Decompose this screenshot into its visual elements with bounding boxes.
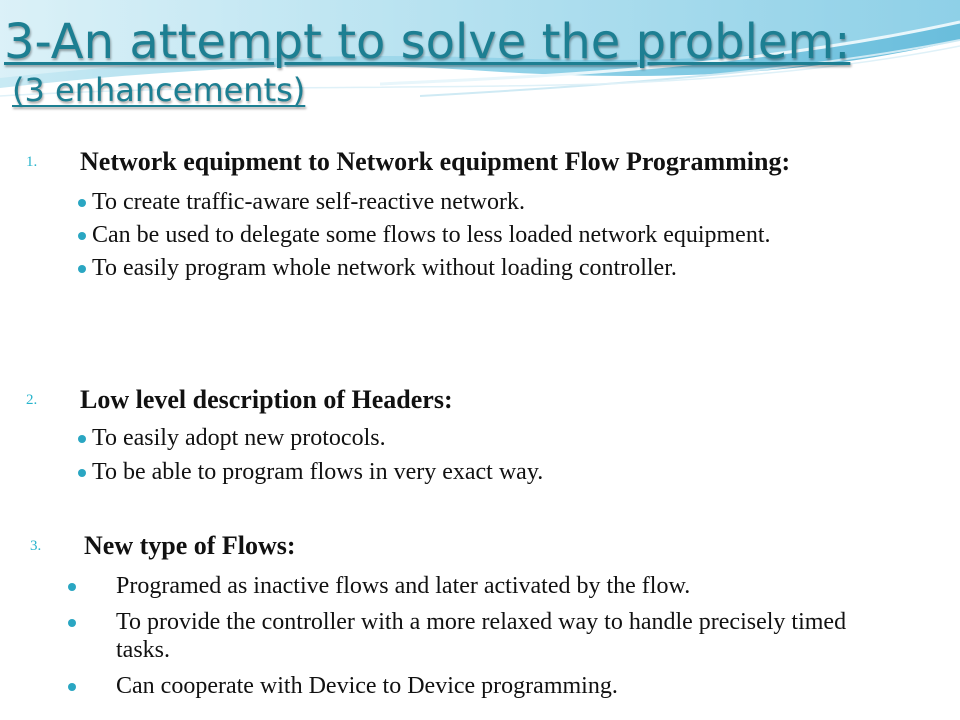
bullet-item [78, 458, 926, 486]
section-3 [30, 532, 930, 700]
section-heading: Network equipment to Network equipment Flow Programming: [80, 147, 791, 176]
bullet-dot-icon [68, 583, 76, 591]
title-subtitle: (3 enhancements) [12, 71, 306, 109]
slide-title [4, 14, 850, 110]
bullet-text: To easily program whole network without loading controller. [92, 255, 677, 281]
bullet-dot-icon [78, 265, 86, 273]
section-2 [26, 386, 926, 486]
bullet-dot-icon [78, 435, 86, 443]
bullet-dot-icon [78, 199, 86, 207]
bullet-dot-icon [78, 232, 86, 240]
bullet-text: To create traffic-aware self-reactive network. [92, 189, 525, 215]
bullet-text: To provide the controller with a more relaxed way to handle precisely timed tasks. [116, 609, 847, 663]
bullet-item [78, 254, 912, 282]
bullet-dot-icon [78, 469, 86, 477]
bullet-item [68, 672, 930, 700]
bullet-item [78, 221, 852, 249]
bullet-dot-icon [68, 619, 76, 627]
section-heading: New type of Flows: [84, 531, 296, 560]
bullet-text: Can cooperate with Device to Device programming. [116, 673, 618, 699]
bullet-item [68, 572, 930, 600]
bullet-text: To be able to program flows in very exact way. [92, 459, 544, 485]
section-number: 2. [26, 392, 38, 408]
section-1 [26, 148, 926, 282]
bullet-item [78, 188, 872, 216]
section-number: 3. [30, 538, 42, 554]
title-main: 3-An attempt to solve the problem: [4, 14, 851, 70]
section-number: 1. [26, 154, 38, 170]
bullet-text: Programed as inactive flows and later activated by the flow. [116, 573, 691, 599]
bullet-item [68, 608, 876, 664]
section-heading: Low level description of Headers: [80, 385, 453, 414]
bullet-text: Can be used to delegate some flows to less loaded network equipment. [92, 222, 771, 248]
bullet-text: To easily adopt new protocols. [92, 425, 386, 451]
bullet-item [78, 424, 926, 452]
bullet-dot-icon [68, 683, 76, 691]
